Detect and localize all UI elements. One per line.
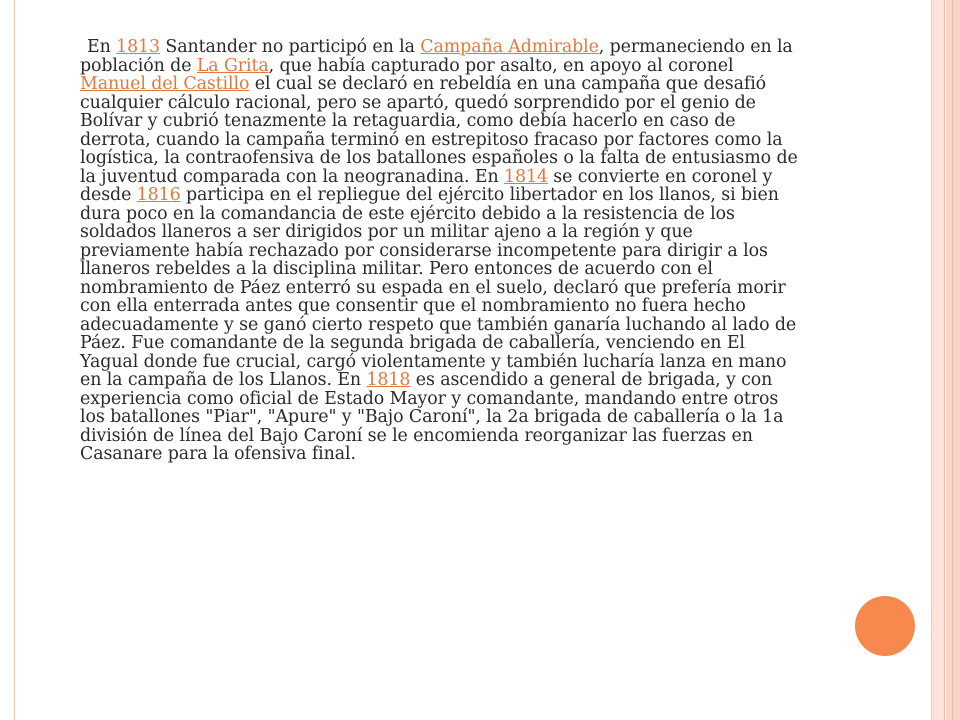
link-campana-admirable[interactable]: Campaña Admirable: [420, 37, 599, 57]
link-1814[interactable]: 1814: [504, 166, 548, 187]
bar-divider-line: [952, 0, 953, 720]
text-segment: En: [87, 37, 117, 57]
text-segment: , permaneciendo en la población de: [80, 37, 793, 76]
link-1818[interactable]: 1818: [366, 370, 411, 390]
text-segment: Santander no participó en la: [159, 37, 421, 57]
right-decorative-bar-outer: [946, 0, 960, 720]
text-segment: , que había capturado por asalto, en apoyo al coronel: [268, 55, 734, 76]
text-segment: es ascendido a general de brigada, y con experiencia como oficial de Estado Mayor y comandante, mandando entre otros los batallones "Piar", "Apure" y "Bajo Caroní", la 2a brigada de caballería o la 1a división de línea del Bajo Caroní se le encomienda reorganizar las fuerzas en Casanare para la ofensiva final.: [80, 370, 784, 464]
accent-circle: [855, 596, 915, 656]
right-decorative-bar: [932, 0, 944, 720]
link-1813[interactable]: 1813: [116, 37, 160, 57]
body-paragraph: [80, 38, 801, 464]
link-la-grita[interactable]: La Grita: [196, 55, 269, 76]
bar-divider-line: [944, 0, 945, 720]
text-segment: se convierte en coronel y desde: [80, 166, 773, 205]
text-segment: participa en el repliegue del ejército libertador en los llanos, si bien dura poco en la comandancia de este ejército debido a la resistencia de los soldados llaneros a ser dirigidos por un militar ajeno a la región y que previamente había rechazado por considerarse incompetente para dirigir a los llaneros rebeldes a la disciplina militar. Pero entonces de acuerdo con el nombramiento de Páez enterró su espada en el suelo, declaró que prefería morir con ella enterrada antes que consentir que el nombramiento no fuera hecho adecuadamente y se ganó cierto respeto que también ganaría luchando al lado de Páez. Fue comandante de la segunda brigada de caballería, venciendo en El Yagual donde fue crucial, cargó violentamente y también lucharía lanza en mano en la campaña de los Llanos. En: [80, 185, 797, 390]
link-1816[interactable]: 1816: [136, 185, 181, 205]
text-segment: el cual se declaró en rebeldía en una campaña que desafió cualquier cálculo racional, pero se apartó, quedó sorprendido por el genio de Bolívar y cubrió tenazmente la retaguardia, como debía hacerlo en caso de derrota, cuando la campaña terminó en estrepitoso fracaso por factores como la logística, la contraofensiva de los batallones españoles o la falta de entusiasmo de la juventud comparada con la neogranadina. En: [80, 74, 798, 187]
link-manuel-del-castillo[interactable]: Manuel del Castillo: [80, 74, 250, 94]
